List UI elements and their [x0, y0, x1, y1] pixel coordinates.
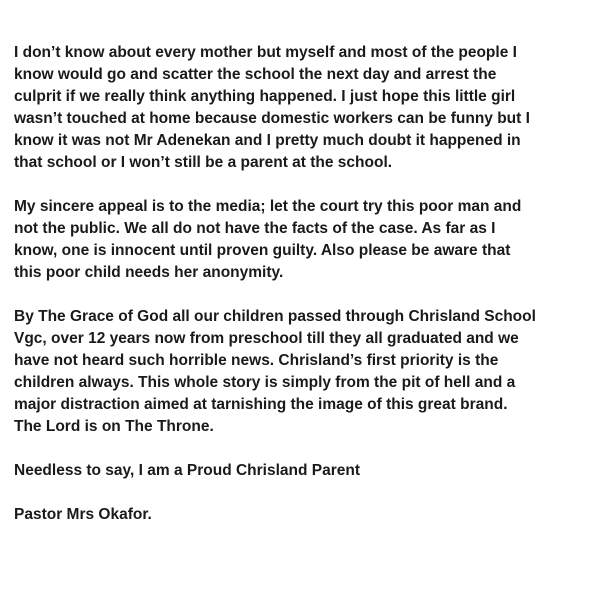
- text-line: Vgc, over 12 years now from preschool till they all graduated and we: [14, 330, 519, 347]
- paragraph-appeal: [14, 196, 592, 284]
- text-line: I don’t know about every mother but myself and most of the people I: [14, 44, 517, 61]
- text-line: wasn’t touched at home because domestic workers can be funny but I: [14, 110, 530, 127]
- text-line: My sincere appeal is to the media; let the court try this poor man and: [14, 198, 522, 215]
- text-line: Needless to say, I am a Proud Chrisland Parent: [14, 462, 360, 479]
- paragraph-opinion: [14, 42, 592, 174]
- text-line: children always. This whole story is simply from the pit of hell and a: [14, 374, 516, 391]
- paragraph-statement: [14, 460, 592, 482]
- text-line: Pastor Mrs Okafor.: [14, 506, 152, 523]
- text-line: this poor child needs her anonymity.: [14, 264, 284, 281]
- paragraph-testimony: [14, 306, 592, 438]
- text-line: By The Grace of God all our children passed through Chrisland School: [14, 308, 536, 325]
- text-line: not the public. We all do not have the facts of the case. As far as I: [14, 220, 496, 237]
- text-line: The Lord is on The Throne.: [14, 418, 214, 435]
- text-line: that school or I won’t still be a parent at the school.: [14, 154, 393, 171]
- text-line: culprit if we really think anything happened. I just hope this little girl: [14, 88, 516, 105]
- signature-line: [14, 504, 592, 526]
- text-line: major distraction aimed at tarnishing the image of this great brand.: [14, 396, 508, 413]
- text-line: know it was not Mr Adenekan and I pretty much doubt it happened in: [14, 132, 521, 149]
- text-line: know would go and scatter the school the next day and arrest the: [14, 66, 497, 83]
- text-line: know, one is innocent until proven guilty. Also please be aware that: [14, 242, 511, 259]
- text-line: have not heard such horrible news. Chrisland’s first priority is the: [14, 352, 499, 369]
